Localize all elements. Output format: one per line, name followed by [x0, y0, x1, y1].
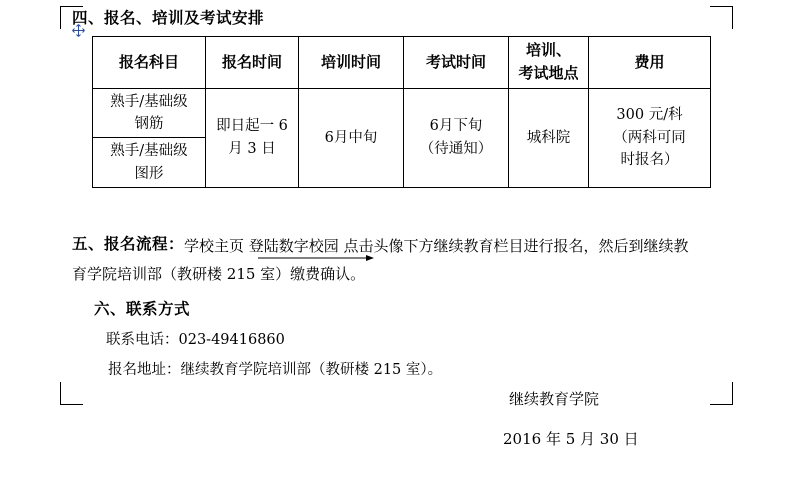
table-header-fee: [589, 37, 711, 89]
cell-text: 图形: [134, 165, 164, 182]
cell-text: 培训、: [525, 41, 571, 59]
crop-mark-bottom-right: [710, 382, 733, 405]
contact-phone: 联系电话：023-49416860: [106, 332, 285, 348]
cell-text: 钢筋: [134, 115, 164, 132]
cell-text: 月 3 日: [228, 140, 276, 157]
cell-subject-2: [93, 138, 206, 188]
crop-mark-top-right: [710, 6, 733, 29]
cell-text: 即日起一 6: [216, 118, 288, 135]
cell-text: （两科可同: [613, 129, 686, 146]
cell-text: （待通知）: [419, 140, 493, 157]
table-header-exam-time: [404, 37, 509, 89]
table-header-location: [509, 37, 589, 89]
cell-text: 6月中旬: [324, 129, 378, 146]
section-6-heading: 六、联系方式: [94, 299, 191, 318]
table-header-subject: [93, 37, 206, 89]
cell-text: 时报名）: [620, 152, 679, 169]
schedule-table: [92, 36, 711, 188]
table-header-training-time: [299, 37, 404, 89]
cell-fee: [589, 88, 711, 188]
contact-address: 报名地址：继续教育学院培训部（教研楼 215 室）。: [108, 362, 443, 378]
signature-organization: 继续教育学院: [509, 390, 600, 408]
cell-subject-1: [93, 88, 206, 138]
arrow-icon: [258, 254, 374, 262]
section-5-text-line-1: 学校主页 登陆数字校园 点击头像下方继续教育栏目进行报名，然后到继续教: [184, 237, 689, 255]
cell-text: 城科院: [526, 129, 571, 146]
cell-text: 熟手/基础级: [110, 93, 188, 110]
cell-location: [509, 88, 589, 188]
cell-text: 报名时间: [221, 52, 282, 71]
cell-text: 费用: [634, 52, 665, 71]
signature-date: 2016 年 5 月 30 日: [503, 430, 639, 448]
crop-mark-bottom-left: [60, 382, 83, 405]
section-4-heading: 四、报名、培训及考试安排: [72, 8, 265, 27]
cell-text: 考试时间: [425, 52, 486, 71]
cell-exam-time: [404, 88, 509, 188]
cell-training-time: [299, 88, 404, 188]
section-5-text-line-2: 育学院培训部（教研楼 215 室）缴费确认。: [72, 265, 366, 283]
section-5-heading: 五、报名流程：: [72, 234, 185, 253]
cell-text: 培训时间: [320, 52, 381, 71]
cell-text: 6月下旬: [429, 118, 483, 135]
table-header-signup-time: [206, 37, 299, 89]
cell-text: 考试地点: [518, 64, 579, 83]
table-header-row: [93, 37, 711, 89]
cell-signup-time: [206, 88, 299, 188]
cell-text: 熟手/基础级: [110, 143, 188, 160]
cell-text: 报名科目: [118, 52, 179, 71]
cell-text: 300 元/科: [616, 107, 683, 124]
table-row: [93, 88, 711, 138]
